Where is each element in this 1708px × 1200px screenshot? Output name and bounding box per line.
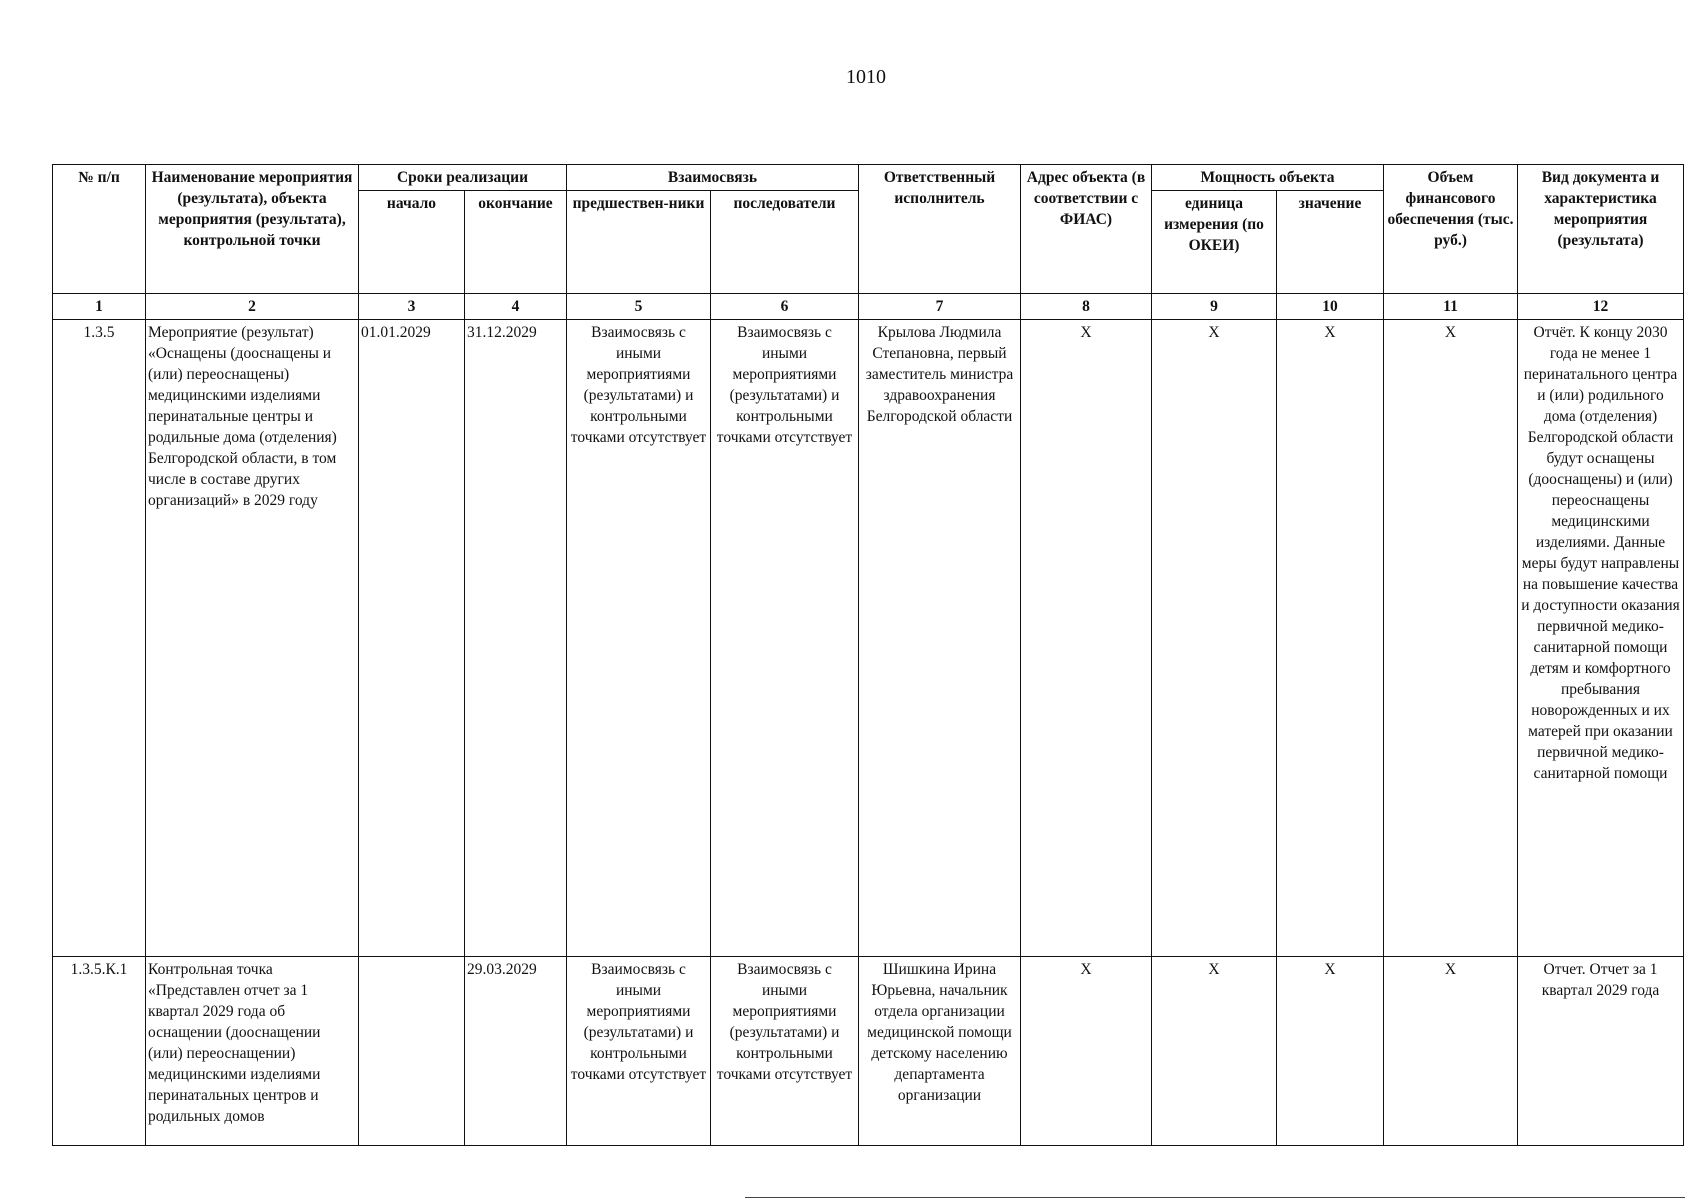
row-document: Отчёт. К концу 2030 года не менее 1 перинатального центра и (или) родильного дома (отделения) Белгородской области будут оснащены (дооснащены) и (или) переоснащены медицинскими изделиями. Данные меры будут направлены на повышение качества и доступности оказания первичной медико-санитарной помощи детям и комфортного пребывания новорожденных и их матерей при оказании первичной медико-санитарной помощи bbox=[1518, 320, 1684, 957]
header-capacity: Мощность объекта bbox=[1152, 165, 1384, 191]
column-number: 10 bbox=[1277, 294, 1384, 320]
row-predecessors: Взаимосвязь с иными мероприятиями (результатами) и контрольными точками отсутствует bbox=[567, 320, 711, 957]
row-unit: X bbox=[1152, 320, 1277, 957]
row-name: Контрольная точка «Представлен отчет за 1 квартал 2029 года об оснащении (дооснащении (или) переоснащении) медицинскими изделиями перинатальных центров и родильных домов bbox=[146, 957, 359, 1146]
header-row-1 bbox=[53, 165, 1684, 191]
row-successors: Взаимосвязь с иными мероприятиями (результатами) и контрольными точками отсутствует bbox=[711, 957, 859, 1146]
column-number: 6 bbox=[711, 294, 859, 320]
header-value: значение bbox=[1277, 191, 1384, 294]
column-number: 4 bbox=[465, 294, 567, 320]
header-terms: Сроки реализации bbox=[359, 165, 567, 191]
row-funding: X bbox=[1384, 320, 1518, 957]
row-end: 31.12.2029 bbox=[465, 320, 567, 957]
page-bottom-rule bbox=[745, 1197, 1685, 1198]
row-responsible: Шишкина Ирина Юрьевна, начальник отдела организации медицинской помощи детскому населению департамента организации bbox=[859, 957, 1021, 1146]
row-value: X bbox=[1277, 957, 1384, 1146]
row-start: 01.01.2029 bbox=[359, 320, 465, 957]
activities-table bbox=[52, 164, 1684, 1146]
header-responsible: Ответственный исполнитель bbox=[859, 165, 1021, 294]
row-predecessors: Взаимосвязь с иными мероприятиями (результатами) и контрольными точками отсутствует bbox=[567, 957, 711, 1146]
row-name: Мероприятие (результат) «Оснащены (дооснащены и (или) переоснащены) медицинскими изделиями перинатальные центры и родильные дома (отделения) Белгородской области, в том числе в составе других организаций» в 2029 году bbox=[146, 320, 359, 957]
column-number: 5 bbox=[567, 294, 711, 320]
row-unit: X bbox=[1152, 957, 1277, 1146]
row-num: 1.3.5 bbox=[53, 320, 146, 957]
row-document: Отчет. Отчет за 1 квартал 2029 года bbox=[1518, 957, 1684, 1146]
page-number: 1010 bbox=[846, 66, 886, 88]
column-number: 11 bbox=[1384, 294, 1518, 320]
header-successors: последователи bbox=[711, 191, 859, 294]
header-predecessors: предшествен-ники bbox=[567, 191, 711, 294]
column-number: 9 bbox=[1152, 294, 1277, 320]
header-num: № п/п bbox=[53, 165, 146, 294]
row-successors: Взаимосвязь с иными мероприятиями (результатами) и контрольными точками отсутствует bbox=[711, 320, 859, 957]
header-address: Адрес объекта (в соответствии с ФИАС) bbox=[1021, 165, 1152, 294]
table-row bbox=[53, 957, 1684, 1146]
row-value: X bbox=[1277, 320, 1384, 957]
column-number-row bbox=[53, 294, 1684, 320]
column-number: 7 bbox=[859, 294, 1021, 320]
column-number: 8 bbox=[1021, 294, 1152, 320]
table-row bbox=[53, 320, 1684, 957]
header-relation: Взаимосвязь bbox=[567, 165, 859, 191]
header-name: Наименование мероприятия (результата), объекта мероприятия (результата), контрольной точки bbox=[146, 165, 359, 294]
row-start bbox=[359, 957, 465, 1146]
row-funding: X bbox=[1384, 957, 1518, 1146]
row-responsible: Крылова Людмила Степановна, первый заместитель министра здравоохранения Белгородской области bbox=[859, 320, 1021, 957]
header-end: окончание bbox=[465, 191, 567, 294]
column-number: 3 bbox=[359, 294, 465, 320]
header-start: начало bbox=[359, 191, 465, 294]
header-unit: единица измерения (по ОКЕИ) bbox=[1152, 191, 1277, 294]
column-number: 1 bbox=[53, 294, 146, 320]
column-number: 12 bbox=[1518, 294, 1684, 320]
header-funding: Объем финансового обеспечения (тыс. руб.) bbox=[1384, 165, 1518, 294]
column-number: 2 bbox=[146, 294, 359, 320]
header-document: Вид документа и характеристика мероприятия (результата) bbox=[1518, 165, 1684, 294]
row-address: X bbox=[1021, 320, 1152, 957]
row-num: 1.3.5.К.1 bbox=[53, 957, 146, 1146]
row-address: X bbox=[1021, 957, 1152, 1146]
row-end: 29.03.2029 bbox=[465, 957, 567, 1146]
